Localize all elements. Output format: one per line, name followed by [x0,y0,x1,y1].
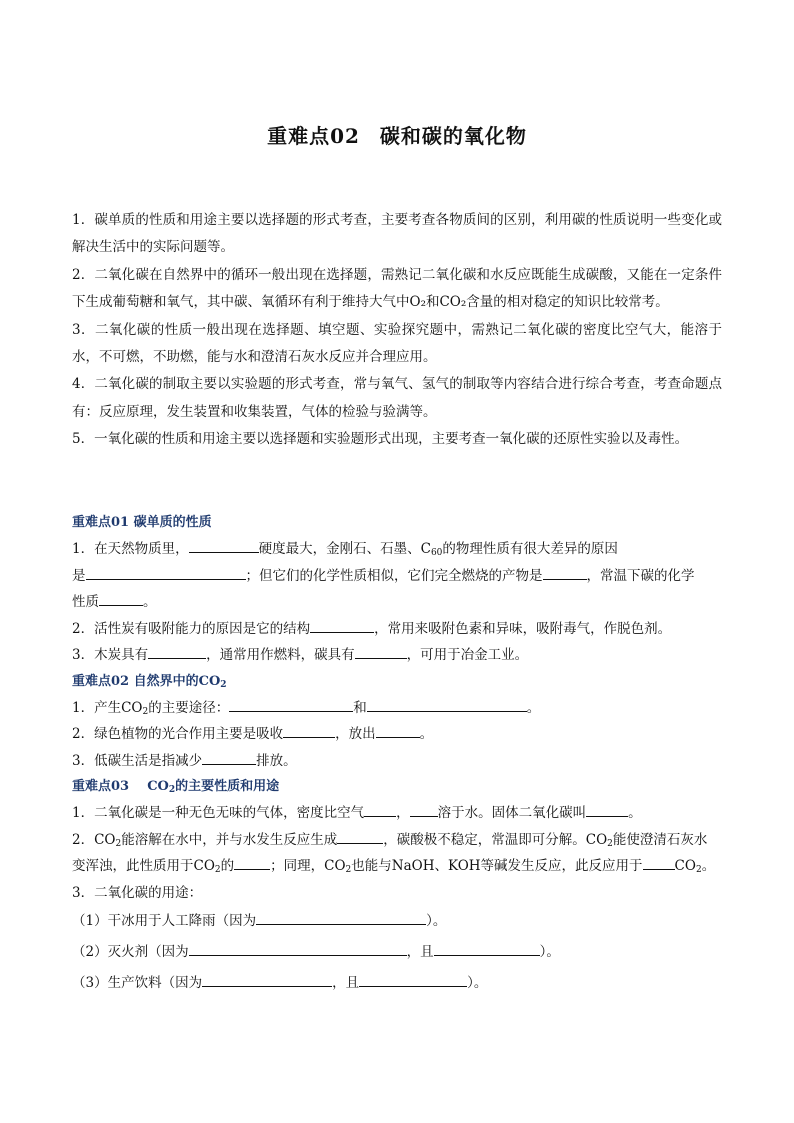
s3-use-2: （2）灭火剂（因为 ，且 ）。 [72,944,560,960]
answer-blank[interactable] [337,831,383,844]
s3-question-3: 3．二氧化碳的用途： [72,884,203,901]
answer-blank[interactable] [364,804,396,817]
s3-use-3: （3）生产饮料（因为 ，且 ）。 [72,975,488,991]
exercise-body [72,510,722,999]
answer-blank[interactable] [359,974,467,987]
answer-blank[interactable] [202,974,332,987]
answer-blank[interactable] [434,943,540,956]
s1-question-1-line-1: 1．在天然物质里， 硬度最大，金刚石、石墨、$C_{60}$的物理性质有很大差异的原因 [72,541,618,558]
answer-blank[interactable] [586,804,628,817]
s1-question-1-line-2: 是 ；但它们的化学性质相似，它们完全燃烧的产物是 ，常温下碳的化学 [72,567,695,584]
intro-section [72,207,722,454]
intro-point-2: 2．二氧化碳在自然界中的循环一般出现在选择题，需熟记二氧化碳和水反应既能生成碳酸，又能在一定条件下生成葡萄糖和氧气，其中碳、氧循环有利于维持大气中O₂和CO₂含量的相对稳定的知识比较常考。 [72,266,722,311]
page-title [0,120,794,149]
title-prefix: 重难点02 [267,124,360,148]
section-heading-1: 重难点01 碳单质的性质 [72,515,212,530]
answer-blank[interactable] [283,725,335,738]
answer-blank[interactable] [202,752,256,765]
answer-blank[interactable] [355,646,407,659]
answer-blank[interactable] [99,593,143,606]
s2-question-2: 2．绿色植物的光合作用主要是吸收 ，放出 。 [72,726,434,742]
s3-use-1: （1）干冰用于人工降雨（因为 ）。 [72,913,447,929]
s2-question-1: 1．产生$CO_2$的主要途径： 和 。 [72,699,541,717]
answer-blank[interactable] [229,699,353,712]
section-heading-2: 重难点02 自然界中的$CO_2$ [72,673,227,690]
answer-blank[interactable] [310,620,374,633]
answer-blank[interactable] [234,857,270,870]
section-heading-3: 重难点03 $CO_2$的主要性质和用途 [72,779,280,795]
intro-point-1: 1．碳单质的性质和用途主要以选择题的形式考查，主要考查各物质间的区别，利用碳的性质说明一些变化或解决生活中的实际问题等。 [72,212,722,256]
answer-blank[interactable] [189,943,407,956]
answer-blank[interactable] [256,912,426,925]
answer-blank[interactable] [367,699,527,712]
s3-question-1: 1．二氧化碳是一种无色无味的气体，密度比空气 ， 溶于水。固体二氧化碳叫 。 [72,805,642,821]
title-main: 碳和碳的氧化物 [379,124,527,148]
intro-point-5: 5．一氧化碳的性质和用途主要以选择题和实验题形式出现，主要考查一氧化碳的还原性实验以及毒性。 [72,431,689,448]
answer-blank[interactable] [543,567,587,580]
s3-question-2-line-2: 变浑浊，此性质用于$CO_2$的 ；同理，$CO_2$也能与NaOH、KOH等碱发生反应，此反应用于 $CO_2$。 [72,858,716,875]
s2-question-3: 3．低碳生活是指减少 排放。 [72,752,297,769]
s1-question-3: 3．木炭具有 ，通常用作燃料，碳具有 ，可用于冶金工业。 [72,647,529,663]
s1-question-2: 2．活性炭有吸附能力的原因是它的结构 ，常用来吸附色素和异味，吸附毒气，作脱色剂。 [72,620,672,637]
answer-blank[interactable] [86,567,246,580]
answer-blank[interactable] [189,540,259,553]
intro-point-4: 4．二氧化碳的制取主要以实验题的形式考查，常与氧气、氢气的制取等内容结合进行综合考查，考查命题点有：反应原理，发生装置和收集装置，气体的检验与验满等。 [72,376,722,420]
s1-question-1-line-3: 性质 。 [72,594,157,610]
answer-blank[interactable] [643,857,675,870]
answer-blank[interactable] [410,804,438,817]
answer-blank[interactable] [376,725,420,738]
answer-blank[interactable] [148,646,206,659]
s3-question-2-line-1: 2．$CO_2$能溶解在水中，并与水发生反应生成 ，碳酸极不稳定，常温即可分解。$CO_2$能使澄清石灰水 [72,831,708,849]
intro-point-3: 3．二氧化碳的性质一般出现在选择题、填空题、实验探究题中，需熟记二氧化碳的密度比空气大，能溶于水，不可燃，不助燃，能与水和澄清石灰水反应并合理应用。 [72,321,722,366]
